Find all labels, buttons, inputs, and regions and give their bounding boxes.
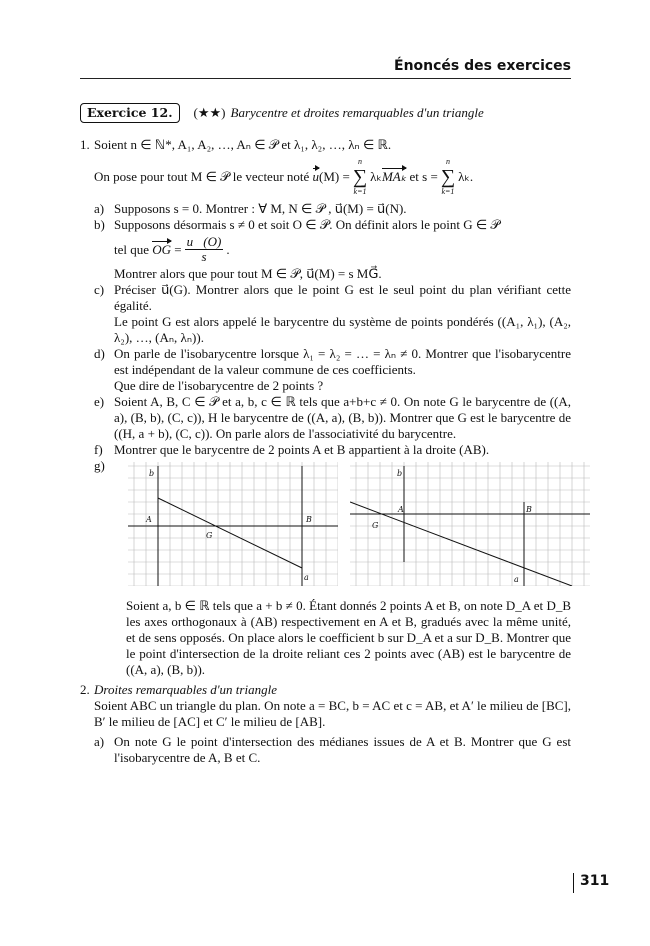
header-title: Énoncés des exercices	[394, 58, 571, 74]
question-1b	[94, 217, 571, 282]
exercise-label: Exercice 12.	[80, 103, 180, 123]
sum2-bottom: k=1	[441, 187, 455, 196]
question-1d-text2: Que dire de l'isobarycentre de 2 points ?	[114, 378, 324, 393]
fraction-denominator: s	[201, 249, 207, 264]
fig-right-label-B: B	[526, 505, 532, 514]
eq-term: λₖ	[370, 169, 382, 184]
part-1	[80, 137, 571, 678]
question-2a	[94, 734, 571, 766]
question-1b-eq: =	[174, 241, 182, 257]
part-2-number: 2.	[80, 682, 90, 697]
question-1a-text: Supposons s = 0. Montrer : ∀ M, N ∈ 𝒫 , u⃗(M) = u⃗(N).	[114, 201, 407, 216]
question-1e-label: e)	[94, 394, 105, 409]
fig-right-label-G: G	[372, 521, 379, 530]
question-1b-text1: Supposons désormais s ≠ 0 et soit O ∈ 𝒫. On définit alors le point G ∈ 𝒫	[114, 217, 500, 232]
fig-right-label-A: A	[398, 505, 404, 514]
eq-mid: (M) =	[319, 169, 350, 184]
vector-mak: MAₖ	[381, 169, 407, 184]
question-1f-label: f)	[94, 442, 103, 457]
barycentre-figures	[114, 462, 571, 592]
question-1d-label: d)	[94, 346, 105, 361]
fig-right-label-a: a	[514, 575, 519, 584]
sum-top: n	[357, 157, 362, 166]
question-2a-text: On note G le point d'intersection des médianes issues de A et B. Montrer que G est l'isobarycentre de A, B et C.	[114, 734, 571, 765]
eq-term-2: λₖ.	[458, 169, 474, 184]
sum-operator-2: n ∑ k=1	[440, 157, 456, 196]
eq-and: et s =	[409, 169, 438, 184]
question-1b-prefix: tel que	[114, 241, 150, 257]
eq-prefix: On pose pour tout M ∈ 𝒫 le vecteur noté	[94, 169, 310, 184]
part-1-number: 1.	[80, 137, 90, 152]
question-1f	[94, 442, 571, 458]
part-2	[80, 682, 571, 766]
question-1a-label: a)	[94, 201, 105, 216]
part-1-intro: Soient n ∈ ℕ*, A₁, A₂, …, Aₙ ∈ 𝒫 et λ₁, λ₂, …, λₙ ∈ ℝ.	[94, 137, 392, 152]
question-1a	[94, 201, 571, 217]
question-1g-text: Soient a, b ∈ ℝ tels que a + b ≠ 0. Étant donnés 2 points A et B, on note D_A et D_B les axes orthogonaux à (AB) respectivement en A et B, gradués avec la même unité, et de sens opposés. On place alors le coefficient b sur D_A et a sur D_B. Montrer que le point d'intersection de la droite reliant ces 2 points avec (AB) est le barycentre de ((A, a), (B, b)).	[126, 598, 571, 677]
part-2-intro: Soient ABC un triangle du plan. On note a = BC, b = AC et c = AB, et A′ le milieu de [BC], B′ le milieu de [AC] et C′ le milieu de [AB].	[94, 698, 571, 729]
question-1c-text2: Le point G est alors appelé le barycentre du système de points pondérés ((A₁, λ₁), (A₂, λ₂), …, (Aₙ, λₙ)).	[114, 314, 571, 345]
question-1c-text1: Préciser u⃗(G). Montrer alors que le point G est le seul point du plan vérifiant cette égalité.	[114, 282, 571, 313]
fig-right-label-b: b	[397, 469, 403, 478]
question-1g	[94, 458, 571, 678]
vector-og: OG	[152, 241, 172, 257]
figure-left	[128, 462, 338, 586]
fig-left-label-a: a	[304, 573, 309, 582]
page-number: 311	[580, 873, 610, 889]
part-2-title: Droites remarquables d'un triangle	[94, 682, 277, 697]
fig-left-label-A: A	[146, 515, 152, 524]
definition-equation	[94, 157, 571, 197]
exercise-title: Barycentre et droites remarquables d'un triangle	[230, 105, 484, 120]
question-1e	[94, 394, 571, 442]
vector-u: u	[312, 169, 320, 184]
difficulty-stars: (★★)	[193, 105, 226, 120]
question-1b-dot: .	[226, 241, 230, 257]
question-1d	[94, 346, 571, 394]
fraction-u-over-s	[185, 235, 224, 264]
page-content	[80, 103, 571, 766]
question-1b-label: b)	[94, 217, 105, 232]
page-header	[80, 56, 571, 79]
sum2-top: n	[445, 157, 450, 166]
question-1d-text1: On parle de l'isobarycentre lorsque λ₁ = λ₂ = … = λₙ ≠ 0. Montrer que l'isobarycentre est indépendant de la valeur commune de ces coefficients.	[114, 346, 571, 377]
question-1e-text: Soient A, B, C ∈ 𝒫 et a, b, c ∈ ℝ tels que a+b+c ≠ 0. On note G le barycentre de ((A, a), (B, b), (C, c)), H le barycentre de ((A, a), (B, b)). Montrer que G est le barycentre de ((H, a + b), (C, c)). On parle alors de l'associativité du barycentre.	[114, 394, 571, 441]
sum-bottom: k=1	[353, 187, 367, 196]
fig-left-label-b: b	[149, 469, 155, 478]
fig-left-label-B: B	[306, 515, 312, 524]
question-1g-label: g)	[94, 458, 105, 473]
fig-left-label-G: G	[206, 531, 213, 540]
question-1b-text3: Montrer alors que pour tout M ∈ 𝒫, u⃗(M) = s MG⃗.	[114, 266, 382, 281]
question-1c	[94, 282, 571, 346]
question-1c-label: c)	[94, 282, 105, 297]
question-2a-label: a)	[94, 734, 105, 749]
exercise-heading	[80, 103, 571, 123]
figure-right	[350, 462, 590, 586]
question-1f-text: Montrer que le barycentre de 2 points A et B appartient à la droite (AB).	[114, 442, 490, 457]
fraction-numerator: u⃗(O)	[186, 234, 222, 249]
sum-operator: n ∑ k=1	[352, 157, 368, 196]
page-number-bar	[573, 873, 574, 893]
